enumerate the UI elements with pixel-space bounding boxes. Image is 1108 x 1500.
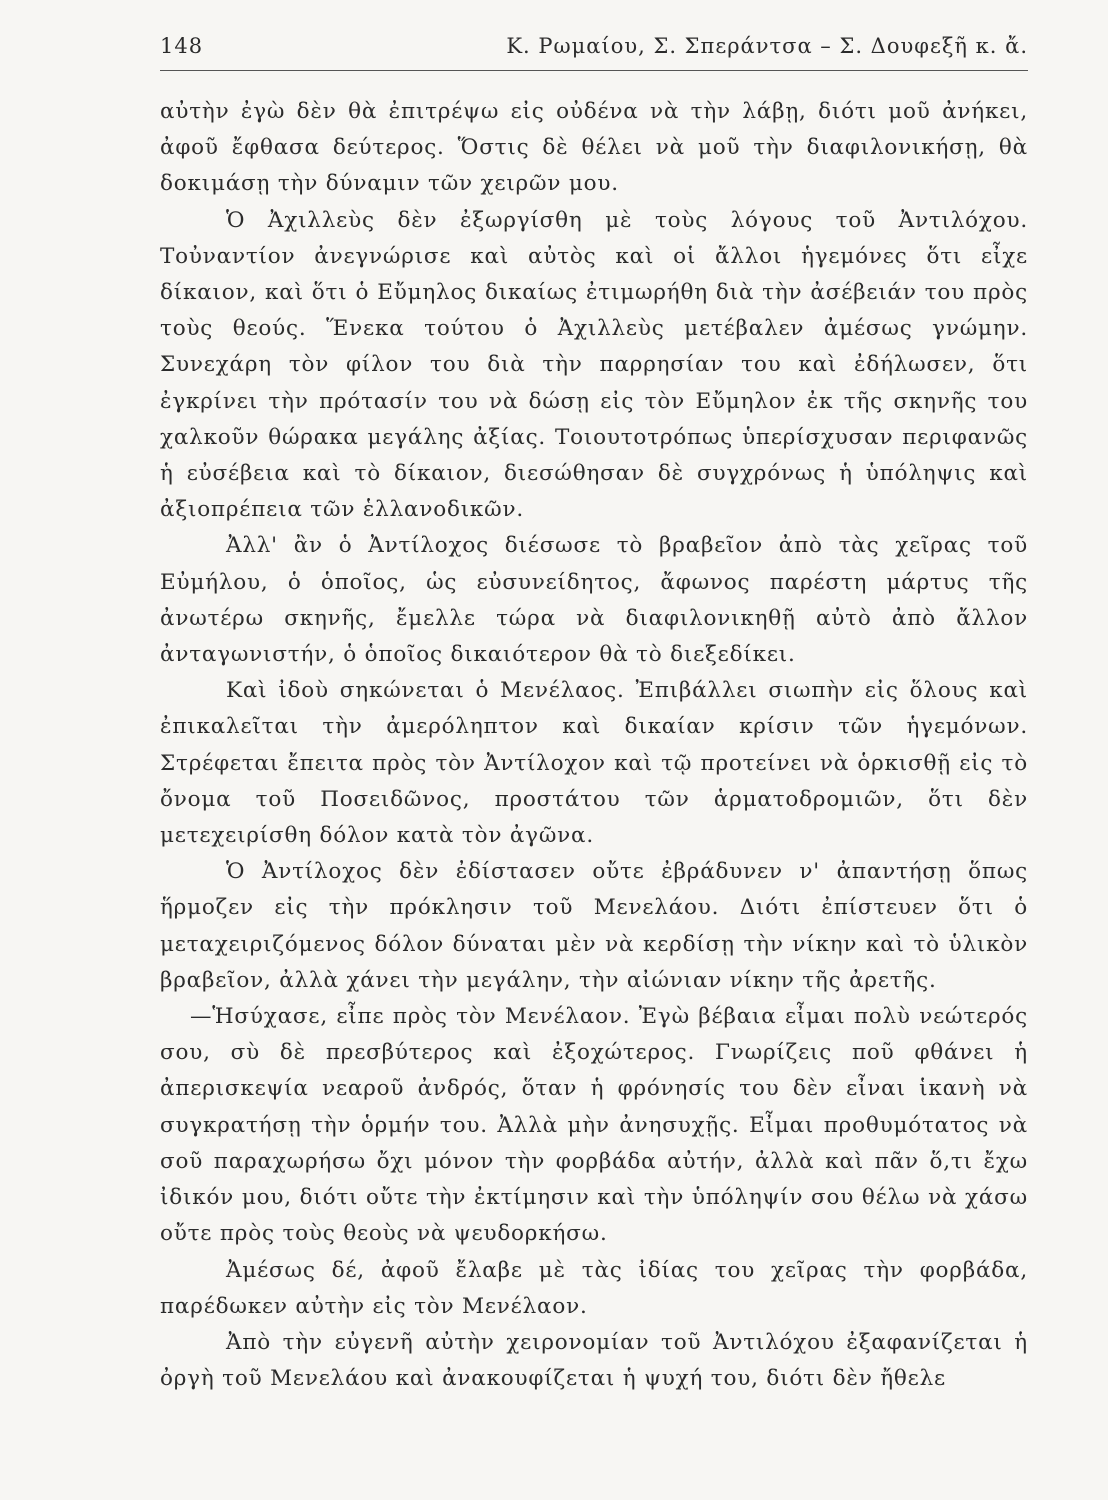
paragraph-8: Ἀπὸ τὴν εὐγενῆ αὐτὴν χειρονομίαν τοῦ Ἀντιλόχου ἐξαφανίζεται ἡ ὀργὴ τοῦ Μενελάου καὶ ἀνακουφίζεται ἡ ψυχή του, διότι δὲν ἤθελε [160,1329,1028,1392]
paragraph-7: Ἀμέσως δέ, ἀφοῦ ἔλαβε μὲ τὰς ἰδίας του χεῖρας τὴν φορβάδα, παρέδωκεν αὐτὴν εἰς τὸν Μενέλαον. [160,1257,1028,1319]
page-number: 148 [160,34,204,58]
body-text [160,94,1028,1397]
paragraph-5: Ὁ Ἀντίλοχος δὲν ἐδίστασεν οὔτε ἐβράδυνεν ν' ἀπαντήσῃ ὅπως ἥρμοζεν εἰς τὴν πρόκλησιν τοῦ Μενελάου. Διότι ἐπίστευεν ὅτι ὁ μεταχειριζόμενος δόλον δύναται μὲν νὰ κερδίσῃ τὴν νίκην καὶ τὸ ὑλικὸν βραβεῖον, ἀλλὰ χάνει τὴν μεγάλην, τὴν αἰώνιαν νίκην τῆς ἀρετῆς. [160,859,1028,993]
running-title: Κ. Ρωμαίου, Σ. Σπεράντσα – Σ. Δουφεξῆ κ. ἄ. [506,34,1028,58]
paragraph-3: Ἀλλ' ἂν ὁ Ἀντίλοχος διέσωσε τὸ βραβεῖον ἀπὸ τὰς χεῖρας τοῦ Εὐμήλου, ὁ ὁποῖος, ὡς εὐσυνείδητος, ἄφωνος παρέστη μάρτυς τῆς ἀνωτέρω σκηνῆς, ἔμελλε τώρα νὰ διαφιλονικηθῇ αὐτὸ ἀπὸ ἄλλον ἀνταγωνιστήν, ὁ ὁποῖος δικαιότερον θὰ τὸ διεξεδίκει. [160,533,1028,668]
paragraph-2: Ὁ Ἀχιλλεὺς δὲν ἐξωργίσθη μὲ τοὺς λόγους τοῦ Ἀντιλόχου. Τοὐναντίον ἀνεγνώρισε καὶ αὐτὸς καὶ οἱ ἄλλοι ἡγεμόνες ὅτι εἶχε δίκαιον, καὶ ὅτι ὁ Εὔμηλος δικαίως ἐτιμωρήθη διὰ τὴν ἀσέβειάν του πρὸς τοὺς θεούς. Ἕνεκα τούτου ὁ Ἀχιλλεὺς μετέβαλεν ἀμέσως γνώμην. Συνεχάρη τὸν φίλον του διὰ τὴν παρρησίαν του καὶ ἐδήλωσεν, ὅτι ἐγκρίνει τὴν πρότασίν του νὰ δώσῃ εἰς τὸν Εὔμηλον ἐκ τῆς σκηνῆς του χαλκοῦν θώρακα μεγάλης ἀξίας. Τοιουτοτρόπως ὑπερίσχυσαν περιφανῶς ἡ εὐσέβεια καὶ τὸ δίκαιον, διεσώθησαν δὲ συγχρόνως ἡ ὑπόληψις καὶ ἀξιοπρέπεια τῶν ἑλλανοδικῶν. [160,207,1028,523]
page-header [160,34,1028,70]
paragraph-4: Καὶ ἰδοὺ σηκώνεται ὁ Μενέλαος. Ἐπιβάλλει σιωπὴν εἰς ὅλους καὶ ἐπικαλεῖται τὴν ἀμερόληπτον καὶ δικαίαν κρίσιν τῶν ἡγεμόνων. Στρέφεται ἔπειτα πρὸς τὸν Ἀντίλοχον καὶ τῷ προτείνει νὰ ὁρκισθῇ εἰς τὸ ὄνομα τοῦ Ποσειδῶνος, προστάτου τῶν ἁρματοδρομιῶν, ὅτι δὲν μετεχειρίσθη δόλον κατὰ τὸν ἀγῶνα. [160,678,1028,849]
paragraph-6: —Ἡσύχασε, εἶπε πρὸς τὸν Μενέλαον. Ἐγὼ βέβαια εἶμαι πολὺ νεώτερός σου, σὺ δὲ πρεσβύτερος καὶ ἐξοχώτερος. Γνωρίζεις ποῦ φθάνει ἡ ἀπερισκεψία νεαροῦ ἀνδρός, ὅταν ἡ φρόνησίς του δὲν εἶναι ἱκανὴ νὰ συγκρατήσῃ τὴν ὁρμήν του. Ἀλλὰ μὴν ἀνησυχῇς. Εἶμαι προθυμότατος νὰ σοῦ παραχωρήσω ὄχι μόνον τὴν φορβάδα αὐτήν, ἀλλὰ καὶ πᾶν ὅ,τι ἔχω ἰδικόν μου, διότι οὔτε τὴν ἐκτίμησιν καὶ τὴν ὑπόληψίν σου θέλω νὰ χάσω οὔτε πρὸς τοὺς θεοὺς νὰ ψευδορκήσω. [160,1004,1028,1247]
header-rule [160,70,1028,71]
paragraph-1: αὐτὴν ἐγὼ δὲν θὰ ἐπιτρέψω εἰς οὐδένα νὰ τὴν λάβῃ, διότι μοῦ ἀνήκει, ἀφοῦ ἔφθασα δεύτερος. Ὅστις δὲ θέλει νὰ μοῦ τὴν διαφιλονικήσῃ, θὰ δοκιμάσῃ τὴν δύναμιν τῶν χειρῶν μου. [160,99,1028,197]
